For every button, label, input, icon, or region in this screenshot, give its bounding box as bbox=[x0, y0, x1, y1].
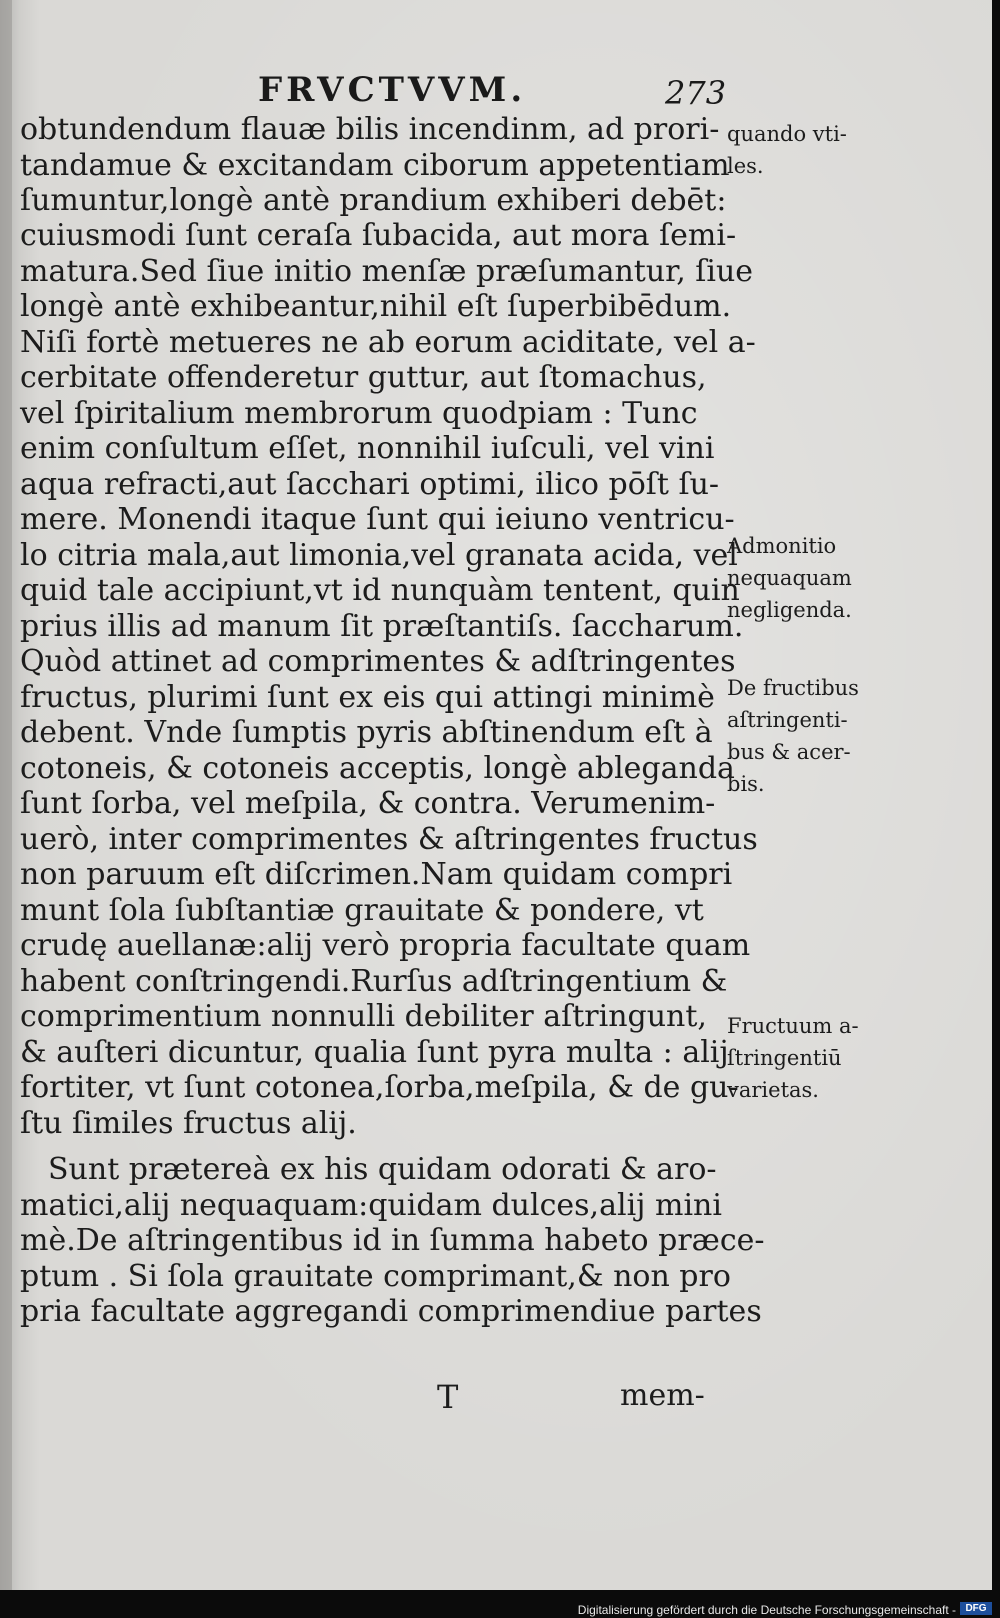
dfg-logo: DFG bbox=[960, 1602, 992, 1615]
text-line: prius illis ad manum ſit præſtantiſs. ſaccharum. bbox=[20, 609, 744, 644]
running-title: FRVCTVVM. bbox=[258, 70, 527, 110]
text-line: tandamue & excitandam ciborum appetentiam bbox=[20, 148, 730, 183]
text-line: Sunt prætereà ex his quidam odorati & aro- bbox=[48, 1152, 717, 1187]
catchword: mem- bbox=[620, 1378, 705, 1413]
margin-note: aſtringenti- bbox=[727, 708, 848, 732]
margin-note: quando vti- bbox=[727, 122, 847, 146]
margin-note: nequaquam bbox=[727, 566, 852, 590]
signature-mark: T bbox=[437, 1378, 459, 1416]
margin-note: les. bbox=[727, 154, 764, 178]
text-line: ſumuntur,longè antè prandium exhiberi debēt: bbox=[20, 183, 727, 218]
text-line: Quòd attinet ad comprimentes & adſtringentes bbox=[20, 644, 736, 679]
margin-note: ſtringentiū bbox=[727, 1046, 842, 1070]
text-line: ſunt ſorba, vel meſpila, & contra. Verumenim- bbox=[20, 786, 716, 821]
margin-note: Admonitio bbox=[727, 534, 837, 558]
text-line: habent conſtringendi.Rurſus adſtringentium & bbox=[20, 964, 728, 999]
text-line: lo citria mala,aut limonia,vel granata acida, vel bbox=[20, 538, 738, 573]
text-line: uerò, inter comprimentes & aſtringentes fructus bbox=[20, 822, 758, 857]
text-line: debent. Vnde ſumptis pyris abſtinendum eſt à bbox=[20, 715, 713, 750]
text-line: & auſteri dicuntur, qualia ſunt pyra multa : alij bbox=[20, 1035, 729, 1070]
margin-note: varietas. bbox=[727, 1078, 819, 1102]
digitization-credit: Digitalisierung gefördert durch die Deutsche Forschungsgemeinschaft - bbox=[577, 1603, 956, 1617]
text-line: pria facultate aggregandi comprimendiue partes bbox=[20, 1294, 762, 1329]
page-number: 273 bbox=[665, 74, 727, 112]
text-line: vel ſpiritalium membrorum quodpiam : Tunc bbox=[20, 396, 698, 431]
margin-note: De fructibus bbox=[727, 676, 859, 700]
text-line: non paruum eſt diſcrimen.Nam quidam compri bbox=[20, 857, 733, 892]
text-line: fortiter, vt ſunt cotonea,ſorba,meſpila, & de gu- bbox=[20, 1070, 739, 1105]
text-line: cerbitate offenderetur guttur, aut ſtomachus, bbox=[20, 360, 707, 395]
margin-note: Fructuum a- bbox=[727, 1014, 859, 1038]
text-line: Niſi fortè metueres ne ab eorum aciditate, vel a- bbox=[20, 325, 756, 360]
text-line: crudę auellanæ:alij verò propria facultate quam bbox=[20, 928, 751, 963]
text-line: enim conſultum eſſet, nonnihil iuſculi, vel vini bbox=[20, 431, 715, 466]
gutter-shadow bbox=[0, 0, 12, 1590]
text-line: quid tale accipiunt,vt id nunquàm tentent, quin bbox=[20, 573, 740, 608]
text-line: matura.Sed ſiue initio menſæ præſumantur, ſiue bbox=[20, 254, 754, 289]
text-line: comprimentium nonnulli debiliter aſtringunt, bbox=[20, 999, 707, 1034]
text-line: ſtu ſimiles fructus alij. bbox=[20, 1106, 357, 1141]
text-line: munt ſola ſubſtantiæ grauitate & pondere, vt bbox=[20, 893, 704, 928]
text-line: fructus, plurimi ſunt ex eis qui attingi minimè bbox=[20, 680, 715, 715]
text-line: mere. Monendi itaque ſunt qui ieiuno ventricu- bbox=[20, 502, 735, 537]
text-line: obtundendum flauæ bilis incendinm, ad prori- bbox=[20, 112, 720, 147]
text-line: mè.De aſtringentibus id in ſumma habeto præce- bbox=[20, 1223, 765, 1258]
text-line: ptum . Si ſola grauitate comprimant,& non pro bbox=[20, 1259, 731, 1294]
margin-note: bus & acer- bbox=[727, 740, 851, 764]
text-line: cuiusmodi ſunt ceraſa ſubacida, aut mora ſemi- bbox=[20, 218, 737, 253]
margin-note: negligenda. bbox=[727, 598, 852, 622]
text-line: longè antè exhibeantur,nihil eſt ſuperbibēdum. bbox=[20, 289, 732, 324]
text-line: aqua refracti,aut ſacchari optimi, ilico pōſt ſu- bbox=[20, 467, 720, 502]
margin-note: bis. bbox=[727, 772, 765, 796]
text-line: matici,alij nequaquam:quidam dulces,alij mini bbox=[20, 1188, 722, 1223]
text-line: cotoneis, & cotoneis acceptis, longè ableganda bbox=[20, 751, 735, 786]
